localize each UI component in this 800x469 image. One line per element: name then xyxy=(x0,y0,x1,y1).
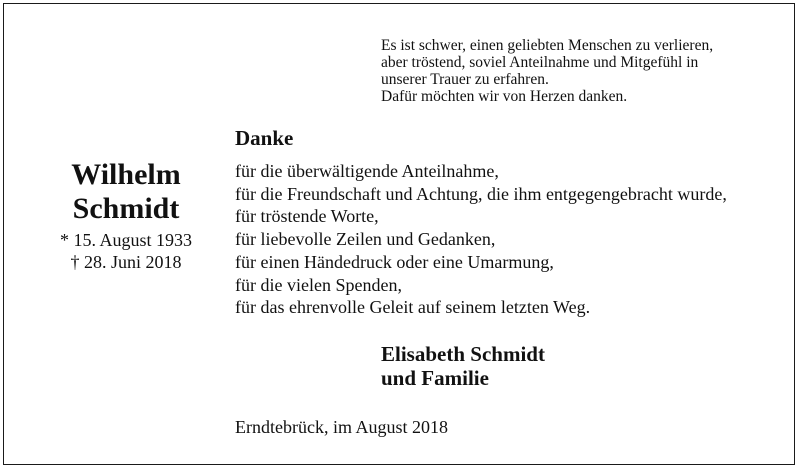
quote-line: aber tröstend, soviel Anteilnahme und Mitgefühl in xyxy=(381,54,699,71)
deceased-last-name: Schmidt xyxy=(72,192,180,225)
signature-name: Elisabeth Schmidt xyxy=(381,342,545,366)
thanks-line: für einen Händedruck oder eine Umarmung, xyxy=(235,251,554,272)
deceased-first-name: Wilhelm xyxy=(71,158,181,191)
deceased-block xyxy=(46,158,206,273)
thanks-line: für die überwältigende Anteilnahme, xyxy=(235,161,499,181)
thanks-line: für die Freundschaft und Achtung, die ihm entgegengebracht wurde, xyxy=(235,183,727,204)
signature xyxy=(381,342,545,390)
thanks-list xyxy=(235,160,727,319)
place-and-date: Erndtebrück, im August 2018 xyxy=(235,417,448,437)
thanks-line: für liebevolle Zeilen und Gedanken, xyxy=(235,229,496,250)
intro-quote xyxy=(381,37,713,105)
quote-line: unserer Trauer zu erfahren. xyxy=(381,71,549,88)
thanks-line: für das ehrenvolle Geleit auf seinem letzten Weg. xyxy=(235,297,591,318)
thanks-line: für tröstende Worte, xyxy=(235,206,379,227)
life-dates xyxy=(46,229,206,273)
death-date: † 28. Juni 2018 xyxy=(70,252,182,272)
thanks-line: für die vielen Spenden, xyxy=(235,274,402,295)
quote-line: Es ist schwer, einen geliebten Menschen zu verlieren, xyxy=(381,37,714,54)
birth-date: * 15. August 1933 xyxy=(59,230,192,250)
quote-line: Dafür möchten wir von Herzen danken. xyxy=(381,88,628,105)
thanks-heading: Danke xyxy=(235,126,294,150)
signature-family: und Familie xyxy=(381,366,489,390)
